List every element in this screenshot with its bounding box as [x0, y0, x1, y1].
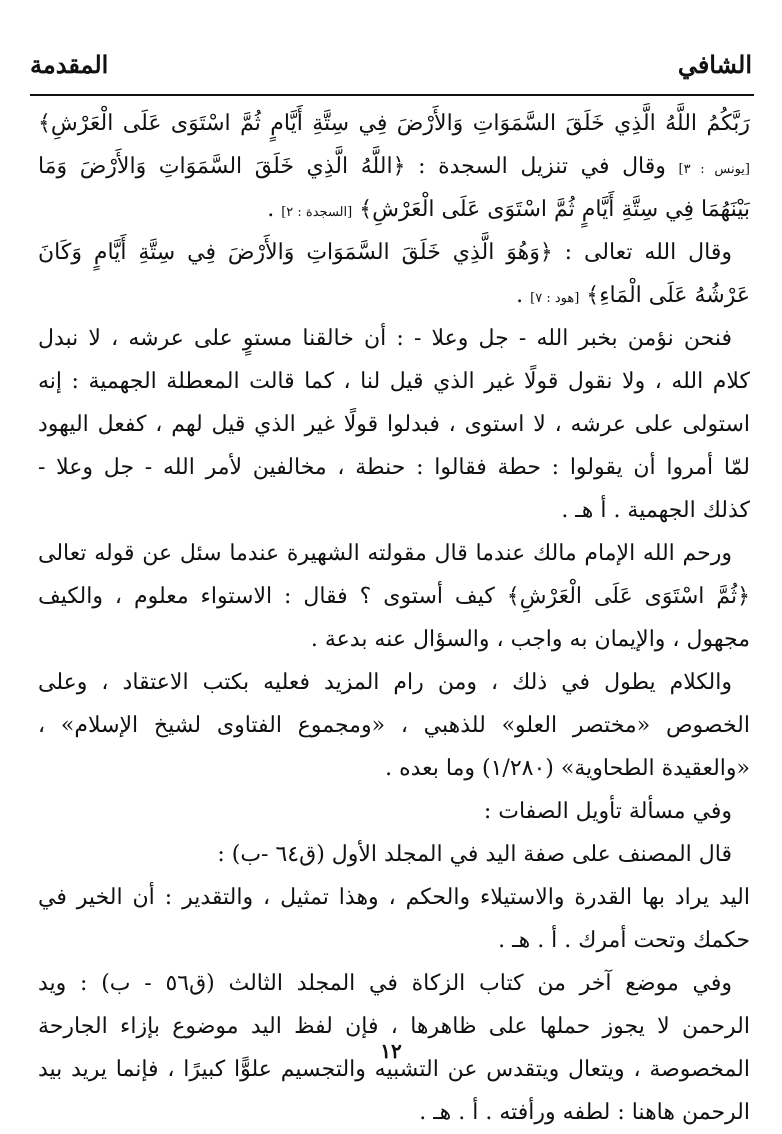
text-line	[38, 188, 750, 231]
text-line	[38, 1091, 750, 1134]
verse-reference: [يونس : ٣]	[678, 162, 750, 177]
line-tail: .	[267, 197, 282, 222]
line-text: بَيْنَهُمَا فِي سِتَّةِ أَيَّامٍ ثُمَّ اسْتَوَى عَلَى الْعَرْشِ﴾	[359, 197, 750, 222]
line-text: وفي مسألة تأويل الصفات :	[483, 799, 732, 824]
line-text: الرحمن هاهنا : لطفه ورأفته . أ . هـ .	[419, 1100, 750, 1125]
text-line	[38, 360, 750, 403]
line-text: استولى على عرشه ، لا استوى ، فبدلوا قولًا غير الذي قيل لهم ، كفعل اليهود	[38, 412, 750, 437]
line-text: اليد يراد بها القدرة والاستيلاء والحكم ، وهذا تمثيل ، والتقدير : أن الخير في	[38, 885, 750, 910]
text-line	[38, 231, 750, 274]
line-text: المخصوصة ، ويتعال ويتقدس عن التشبيه والتجسيم علوًّا كبيرًا ، فإنما يريد بيد	[38, 1057, 750, 1082]
text-line	[38, 575, 750, 618]
line-text: الخصوص «مختصر العلو» للذهبي ، «ومجموع الفتاوى لشيخ الإسلام» ،	[38, 713, 750, 738]
line-text: وقال في تنزيل السجدة : ﴿اللَّهُ الَّذِي خَلَقَ السَّمَوَاتِ وَالأَرْضَ وَمَا	[38, 154, 666, 179]
line-text: مجهول ، والإيمان به واجب ، والسؤال عنه بدعة .	[310, 627, 750, 652]
line-text: «والعقيدة الطحاوية» (١/٢٨٠) وما بعده .	[385, 756, 750, 781]
line-text: عَرْشُهُ عَلَى الْمَاءِ﴾	[586, 283, 750, 308]
verse-reference: [السجدة : ٢]	[281, 205, 353, 220]
text-line	[38, 833, 750, 876]
line-text: قال المصنف على صفة اليد في المجلد الأول (ق٦٤ -ب) :	[217, 842, 732, 867]
line-text: ورحم الله الإمام مالك عندما قال مقولته الشهيرة عندما سئل عن قوله تعالى	[38, 541, 732, 566]
page-body	[38, 102, 750, 1134]
page-number: ١٢	[380, 1039, 402, 1063]
line-text: والكلام يطول في ذلك ، ومن رام المزيد فعليه بكتب الاعتقاد ، وعلى	[38, 670, 732, 695]
line-text: ﴿ثُمَّ اسْتَوَى عَلَى الْعَرْشِ﴾ كيف أستوى ؟ فقال : الاستواء معلوم ، والكيف	[38, 584, 750, 609]
section-title: المقدمة	[30, 50, 109, 79]
text-line	[38, 317, 750, 360]
text-line	[38, 102, 750, 145]
text-line	[38, 403, 750, 446]
header-rule	[30, 94, 754, 96]
text-line	[38, 962, 750, 1005]
line-text: لمّا أمروا أن يقولوا : حطة فقالوا : حنطة ، مخالفين لأمر الله - جل وعلا -	[38, 455, 750, 480]
text-line	[38, 489, 750, 532]
line-tail: .	[516, 283, 531, 308]
text-line	[38, 919, 750, 962]
text-line	[38, 661, 750, 704]
text-line	[38, 618, 750, 661]
line-text: وقال الله تعالى : ﴿وَهُوَ الَّذِي خَلَقَ السَّمَوَاتِ وَالأَرْضَ فِي سِتَّةِ أَيَّامٍ وَكَانَ	[38, 240, 732, 265]
line-text: كذلك الجهمية . أ هـ .	[561, 498, 750, 523]
text-line	[38, 704, 750, 747]
line-text: وفي موضع آخر من كتاب الزكاة في المجلد الثالث (ق٥٦ - ب) : ويد	[38, 971, 732, 996]
line-text: الرحمن لا يجوز حملها على ظاهرها ، فإن لفظ اليد موضوع بإزاء الجارحة	[38, 1014, 750, 1039]
line-text: رَبَّكُمُ اللَّهُ الَّذِي خَلَقَ السَّمَوَاتِ وَالأَرْضَ فِي سِتَّةِ أَيَّامٍ ثُمَّ اسْتَوَى عَلَى الْعَرْشِ﴾	[38, 111, 750, 136]
text-line	[38, 532, 750, 575]
text-line	[38, 274, 750, 317]
text-line	[38, 446, 750, 489]
line-text: حكمك وتحت أمرك . أ . هـ .	[498, 928, 750, 953]
line-text: كلام الله ، ولا نقول قولًا غير الذي قيل لنا ، كما قالت المعطلة الجهمية : إنه	[38, 369, 750, 394]
text-line	[38, 876, 750, 919]
text-line	[38, 790, 750, 833]
text-line	[38, 747, 750, 790]
verse-reference: [هود : ٧]	[530, 291, 580, 306]
text-line	[38, 145, 750, 188]
line-text: فنحن نؤمن بخبر الله - جل وعلا - : أن خالقنا مستوٍ على عرشه ، لا نبدل	[38, 326, 732, 351]
book-title: الشافي	[677, 50, 752, 79]
running-header	[30, 46, 752, 82]
